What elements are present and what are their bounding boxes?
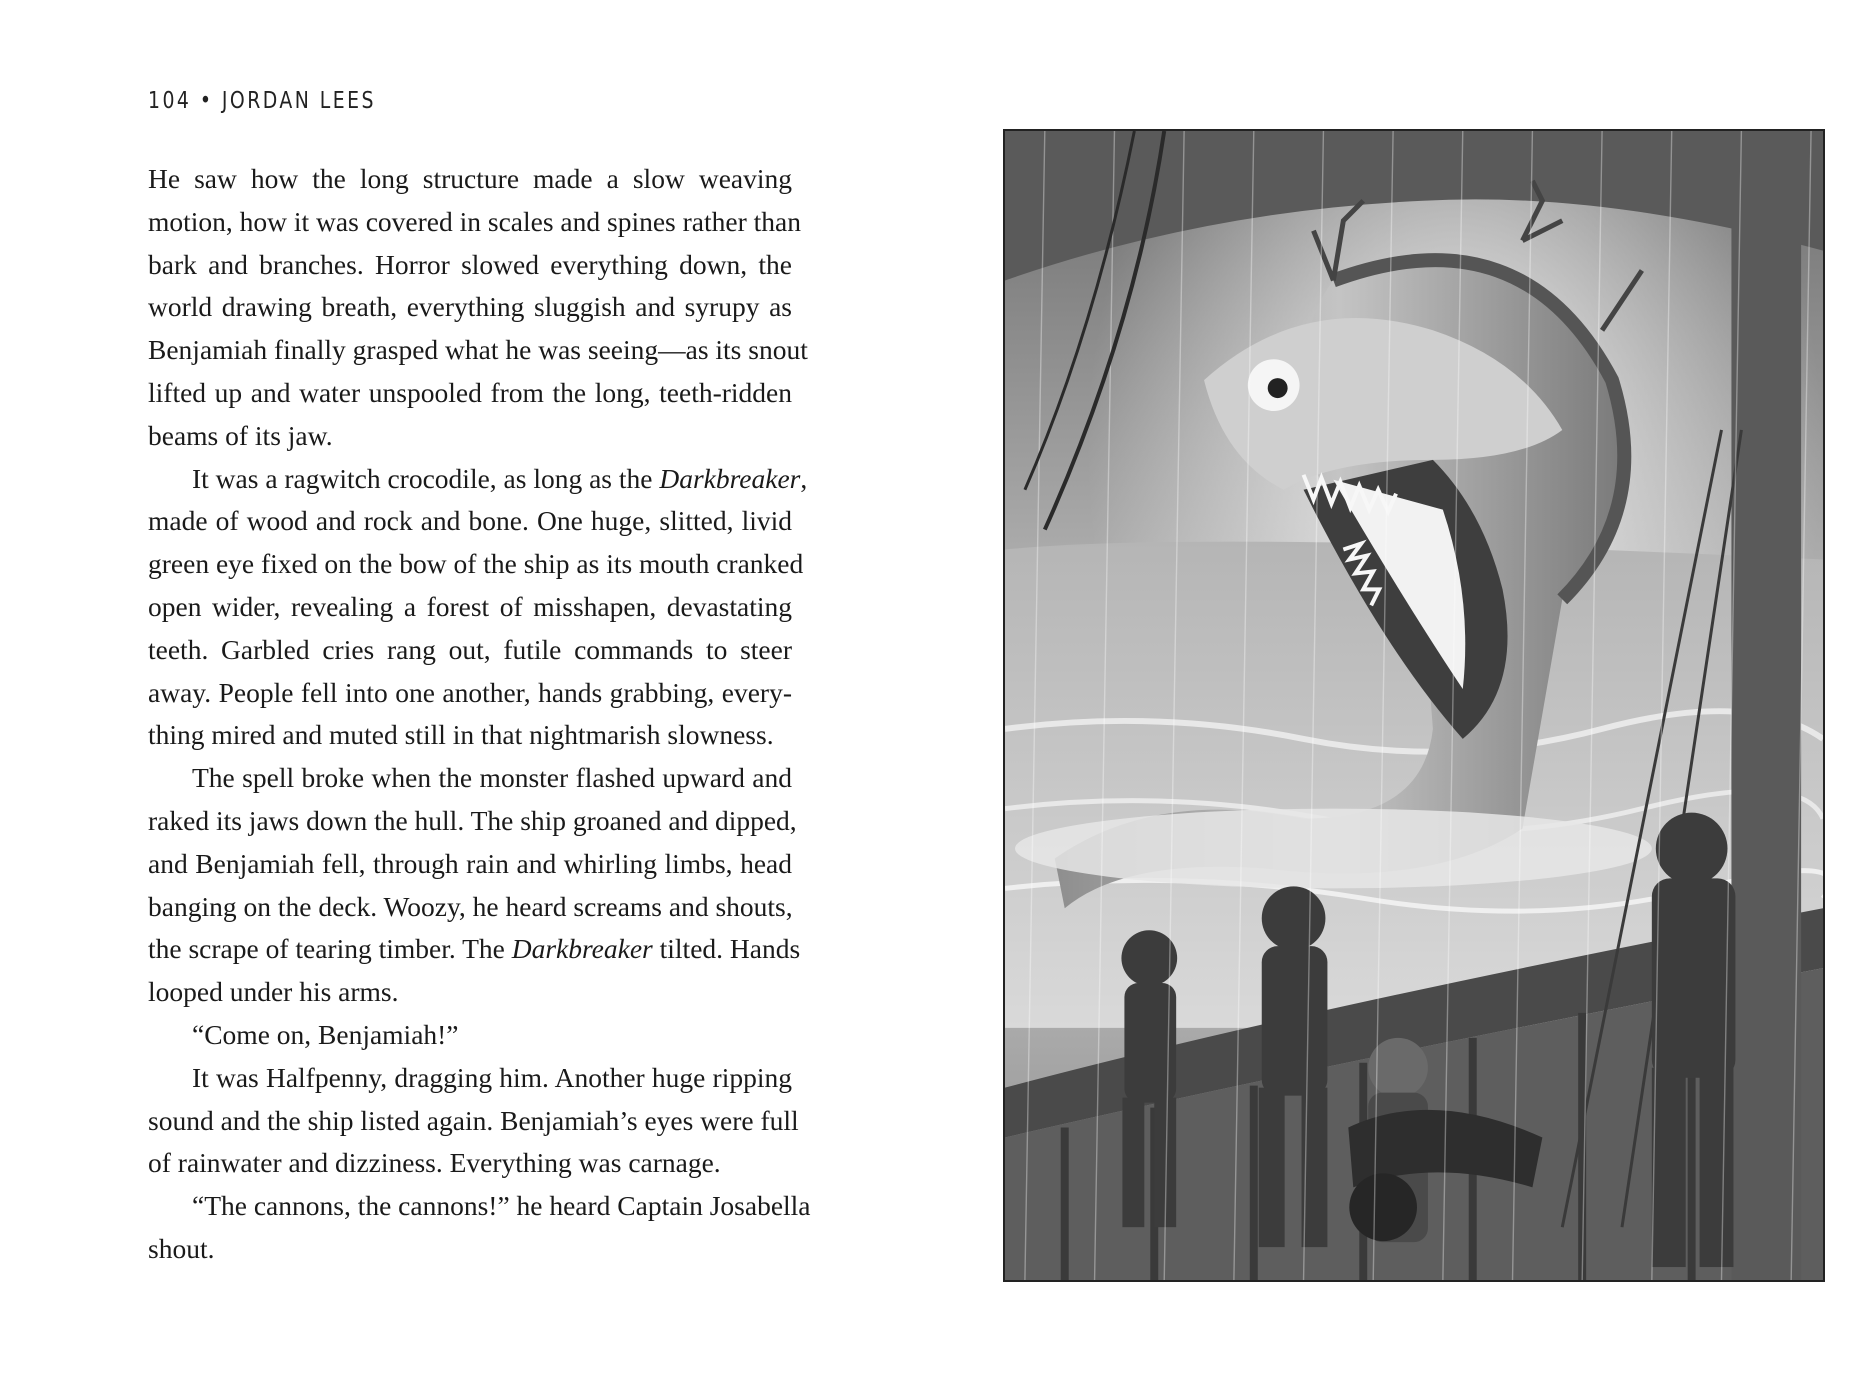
text-line: and Benjamiah fell, through rain and whirling limbs, head: [148, 847, 792, 879]
chapter-illustration: [1003, 129, 1825, 1282]
text-line: thing mired and muted still in that nightmarish slowness.: [148, 719, 774, 751]
text-line: sound and the ship listed again. Benjamiah’s eyes were full: [148, 1104, 799, 1136]
text-line: He saw how the long structure made a slow weaving: [148, 163, 792, 194]
text-line: Benjamiah finally grasped what he was seeing—as its snout: [148, 334, 808, 366]
text-line: bark and branches. Horror slowed everything down, the: [148, 248, 792, 280]
text-line: open wider, revealing a forest of misshapen, devastating: [148, 590, 792, 622]
text-line: banging on the deck. Woozy, he heard screams and shouts,: [148, 890, 793, 922]
text-line: made of wood and rock and bone. One huge, slitted, livid: [148, 505, 792, 537]
text-line: shout.: [148, 1232, 215, 1264]
text-line: beams of its jaw.: [148, 419, 333, 451]
text-line: world drawing breath, everything sluggish and syrupy as: [148, 291, 792, 323]
text-line: the scrape of tearing timber. The Darkbreaker tilted. Hands: [148, 933, 801, 965]
text-line: “The cannons, the cannons!” he heard Captain Josabella: [192, 1190, 811, 1222]
text-line: raked its jaws down the hull. The ship groaned and dipped,: [148, 804, 797, 836]
running-head: 104 • JORDAN LEES: [148, 88, 376, 114]
text-line: motion, how it was covered in scales and spines rather than: [148, 205, 801, 237]
text-line: of rainwater and dizziness. Everything was carnage.: [148, 1147, 721, 1179]
text-line: It was Halfpenny, dragging him. Another huge ripping: [192, 1061, 792, 1093]
text-line: green eye fixed on the bow of the ship as its mouth cranked: [148, 548, 804, 580]
text-line: away. People fell into one another, hands grabbing, every-: [148, 676, 792, 708]
text-line: “Come on, Benjamiah!”: [192, 1018, 459, 1050]
sea-monster-crocodile-illustration: [1005, 131, 1823, 1280]
text-line: looped under his arms.: [148, 976, 399, 1008]
text-line: teeth. Garbled cries rang out, futile commands to steer: [148, 633, 792, 665]
body-text: [148, 158, 811, 1271]
text-line: lifted up and water unspooled from the long, teeth-ridden: [148, 376, 792, 408]
text-line: The spell broke when the monster flashed upward and: [192, 762, 792, 794]
text-line: It was a ragwitch crocodile, as long as the Darkbreaker,: [192, 462, 808, 494]
